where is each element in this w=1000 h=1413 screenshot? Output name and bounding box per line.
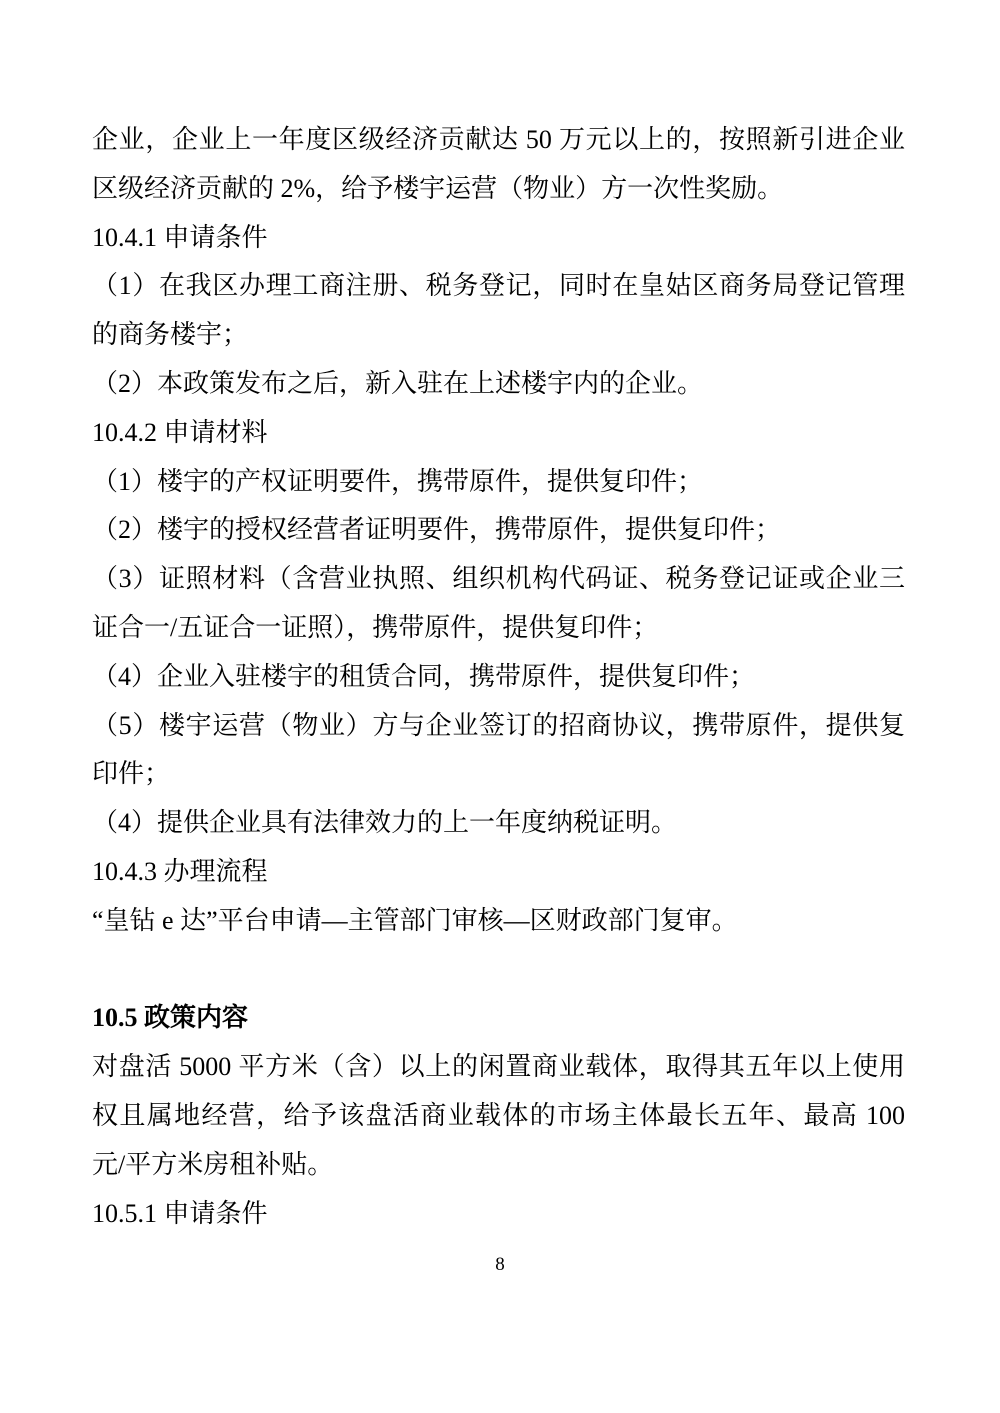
subsection-heading-10-4-3: 10.4.3 办理流程 <box>92 856 268 886</box>
subsection-heading-10-5-1: 10.5.1 申请条件 <box>92 1198 268 1228</box>
blank-line <box>92 946 905 995</box>
subsection-heading-10-4-2: 10.4.2 申请材料 <box>92 417 268 447</box>
page-number: 8 <box>495 1254 505 1275</box>
paragraph-line: 企业，企业上一年度区级经济贡献达 50 万元以上的，按照新引进企业 <box>92 125 905 154</box>
section-heading-10-5: 10.5 政策内容 <box>92 1003 249 1033</box>
list-item-line: （4）提供企业具有法律效力的上一年度纳税证明。 <box>92 808 678 838</box>
list-item-line: （4）企业入驻楼宇的租赁合同，携带原件，提供复印件； <box>92 661 756 691</box>
list-item-line: 证合一/五证合一证照），携带原件，提供复印件； <box>92 612 659 642</box>
list-item-line: （1）在我区办理工商注册、税务登记，同时在皇姑区商务局登记管理 <box>92 271 905 301</box>
list-item-line: （1）楼宇的产权证明要件，携带原件，提供复印件； <box>92 466 704 496</box>
list-item-line: 的商务楼宇； <box>92 320 249 350</box>
page-body <box>92 116 905 1238</box>
list-item-line: （2）本政策发布之后，新入驻在上述楼宇内的企业。 <box>92 368 704 398</box>
list-item-line: （5）楼宇运营（物业）方与企业签订的招商协议，携带原件，提供复 <box>92 710 905 740</box>
paragraph-line: 元/平方米房租补贴。 <box>92 1149 334 1179</box>
subsection-heading-10-4-1: 10.4.1 申请条件 <box>92 222 268 252</box>
paragraph-line: “皇钻 e 达”平台申请—主管部门审核—区财政部门复审。 <box>92 905 738 935</box>
list-item-line: （3）证照材料（含营业执照、组织机构代码证、税务登记证或企业三 <box>92 564 905 594</box>
list-item-line: 印件； <box>92 759 171 789</box>
list-item-line: （2）楼宇的授权经营者证明要件，携带原件，提供复印件； <box>92 515 782 545</box>
paragraph-line: 区级经济贡献的 2%，给予楼宇运营（物业）方一次性奖励。 <box>92 173 784 203</box>
paragraph-line: 权且属地经营，给予该盘活商业载体的市场主体最长五年、最高 100 <box>92 1100 905 1130</box>
paragraph-line: 对盘活 5000 平方米（含）以上的闲置商业载体，取得其五年以上使用 <box>92 1052 905 1082</box>
